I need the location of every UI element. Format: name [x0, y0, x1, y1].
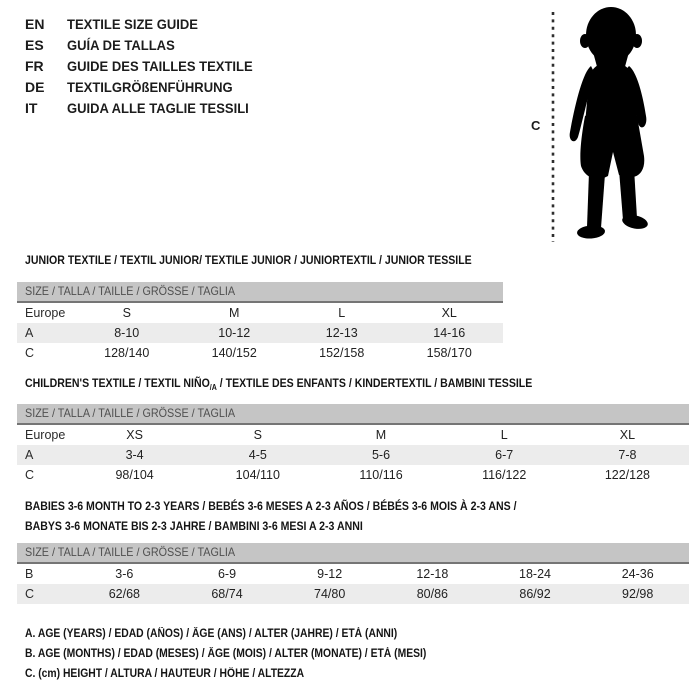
table-row-europe	[17, 425, 689, 445]
value-cell: 10-12	[218, 326, 251, 340]
language-title: GUÍA DE TALLAS	[67, 37, 175, 53]
row-label: C	[25, 587, 35, 601]
size-cell: L	[500, 428, 508, 442]
table-row-europe	[17, 303, 503, 323]
table-row-age	[17, 323, 503, 343]
title-line-2: BABYS 3-6 MONATE BIS 2-3 JAHRE / BAMBINI 3-6 MESI A 2-3 ANNI	[25, 519, 363, 533]
row-label: A	[25, 448, 34, 462]
value-cell: 140/152	[211, 346, 257, 360]
table-row-height	[17, 465, 689, 485]
table-row-height	[17, 343, 503, 363]
value-cell: 6-7	[495, 448, 514, 462]
language-list	[25, 14, 267, 119]
size-header-bar	[17, 543, 689, 564]
language-code: DE	[25, 79, 45, 95]
value-cell: 8-10	[114, 326, 140, 340]
row-label: A	[25, 326, 34, 340]
row-label: Europe	[25, 306, 66, 320]
value-cell: 12-13	[325, 326, 358, 340]
title-line-1: BABIES 3-6 MONTH TO 2-3 YEARS / BEBÉS 3-6 MESES A 2-3 AÑOS / BÉBÉS 3-6 MOIS À 2-3 ANS /	[25, 499, 517, 513]
babies-section-title	[25, 496, 517, 536]
value-cell: 158/170	[426, 346, 472, 360]
row-label: Europe	[25, 428, 66, 442]
title-text: CHILDREN'S TEXTILE / TEXTIL NIÑO	[25, 376, 210, 390]
children-size-table	[17, 404, 689, 485]
value-cell: 110/116	[359, 468, 403, 482]
value-cell: 9-12	[317, 567, 343, 581]
value-cell: 122/128	[604, 468, 650, 482]
footnote-c: C. (cm) HEIGHT / ALTURA / HAUTEUR / HÖHE / ALTEZZA	[25, 668, 305, 680]
measure-label-c: C	[531, 118, 541, 133]
value-cell: 7-8	[618, 448, 637, 462]
table-row-months	[17, 564, 689, 584]
language-code: EN	[25, 16, 45, 32]
value-cell: 86/92	[519, 587, 551, 601]
footnotes	[25, 624, 471, 684]
row-label: C	[25, 468, 35, 482]
value-cell: 68/74	[211, 587, 243, 601]
value-cell: 12-18	[416, 567, 449, 581]
value-cell: 24-36	[621, 567, 654, 581]
value-cell: 74/80	[314, 587, 346, 601]
value-cell: 3-4	[125, 448, 144, 462]
language-title: GUIDA ALLE TAGLIE TESSILI	[67, 100, 249, 116]
junior-size-table	[17, 282, 503, 363]
size-header-bar	[17, 282, 503, 303]
language-row-en	[25, 14, 267, 35]
value-cell: 104/110	[235, 468, 280, 482]
value-cell: 3-6	[115, 567, 134, 581]
size-cell: S	[253, 428, 262, 442]
table-row-height	[17, 584, 689, 604]
size-cell: XL	[441, 306, 457, 320]
row-label: C	[25, 346, 35, 360]
value-cell: 116/122	[482, 468, 527, 482]
value-cell: 5-6	[371, 448, 391, 462]
toddler-silhouette-icon	[525, 4, 675, 246]
size-cell: XS	[126, 428, 143, 442]
size-header-label: SIZE / TALLA / TAILLE / GRÖSSE / TAGLIA	[25, 284, 236, 298]
language-row-es	[25, 35, 267, 56]
size-cell: L	[338, 306, 346, 320]
language-row-fr	[25, 56, 267, 77]
language-row-it	[25, 98, 267, 119]
size-header-bar	[17, 404, 689, 425]
size-header-label: SIZE / TALLA / TAILLE / GRÖSSE / TAGLIA	[25, 545, 236, 559]
language-code: FR	[25, 58, 44, 74]
size-cell: M	[375, 428, 387, 442]
language-title: TEXTILGRÖßENFÜHRUNG	[67, 79, 233, 95]
size-cell: S	[122, 306, 131, 320]
footnote-b: B. AGE (MONTHS) / EDAD (MESES) / ÂGE (MOIS) / ALTER (MONATE) / ETÀ (MESI)	[25, 648, 427, 660]
value-cell: 92/98	[622, 587, 654, 601]
row-label: B	[25, 567, 34, 581]
size-header-label: SIZE / TALLA / TAILLE / GRÖSSE / TAGLIA	[25, 406, 236, 420]
value-cell: 14-16	[433, 326, 466, 340]
language-code: ES	[25, 37, 44, 53]
language-code: IT	[25, 100, 38, 116]
language-title: TEXTILE SIZE GUIDE	[67, 16, 198, 32]
value-cell: 80/86	[416, 587, 448, 601]
footnote-a: A. AGE (YEARS) / EDAD (AÑOS) / ÂGE (ANS) / ALTER (JAHRE) / ETÀ (ANNI)	[25, 628, 398, 640]
value-cell: 4-5	[248, 448, 267, 462]
junior-section-title: JUNIOR TEXTILE / TEXTIL JUNIOR/ TEXTILE JUNIOR / JUNIORTEXTIL / JUNIOR TESSILE	[25, 253, 472, 267]
measurement-figure	[525, 4, 675, 246]
value-cell: 128/140	[104, 346, 150, 360]
babies-size-table	[17, 543, 689, 604]
value-cell: 6-9	[217, 567, 237, 581]
value-cell: 152/158	[319, 346, 365, 360]
title-subscript: /A	[209, 383, 217, 392]
value-cell: 98/104	[115, 468, 154, 482]
table-row-age	[17, 445, 689, 465]
language-title: GUIDE DES TAILLES TEXTILE	[67, 58, 253, 74]
value-cell: 62/68	[108, 587, 140, 601]
size-cell: XL	[619, 428, 636, 442]
value-cell: 18-24	[519, 567, 552, 581]
children-section-title	[25, 373, 532, 398]
size-cell: M	[229, 306, 240, 320]
language-row-de	[25, 77, 267, 98]
title-text: / TEXTILE DES ENFANTS / KINDERTEXTIL / BAMBINI TESSILE	[216, 376, 533, 390]
